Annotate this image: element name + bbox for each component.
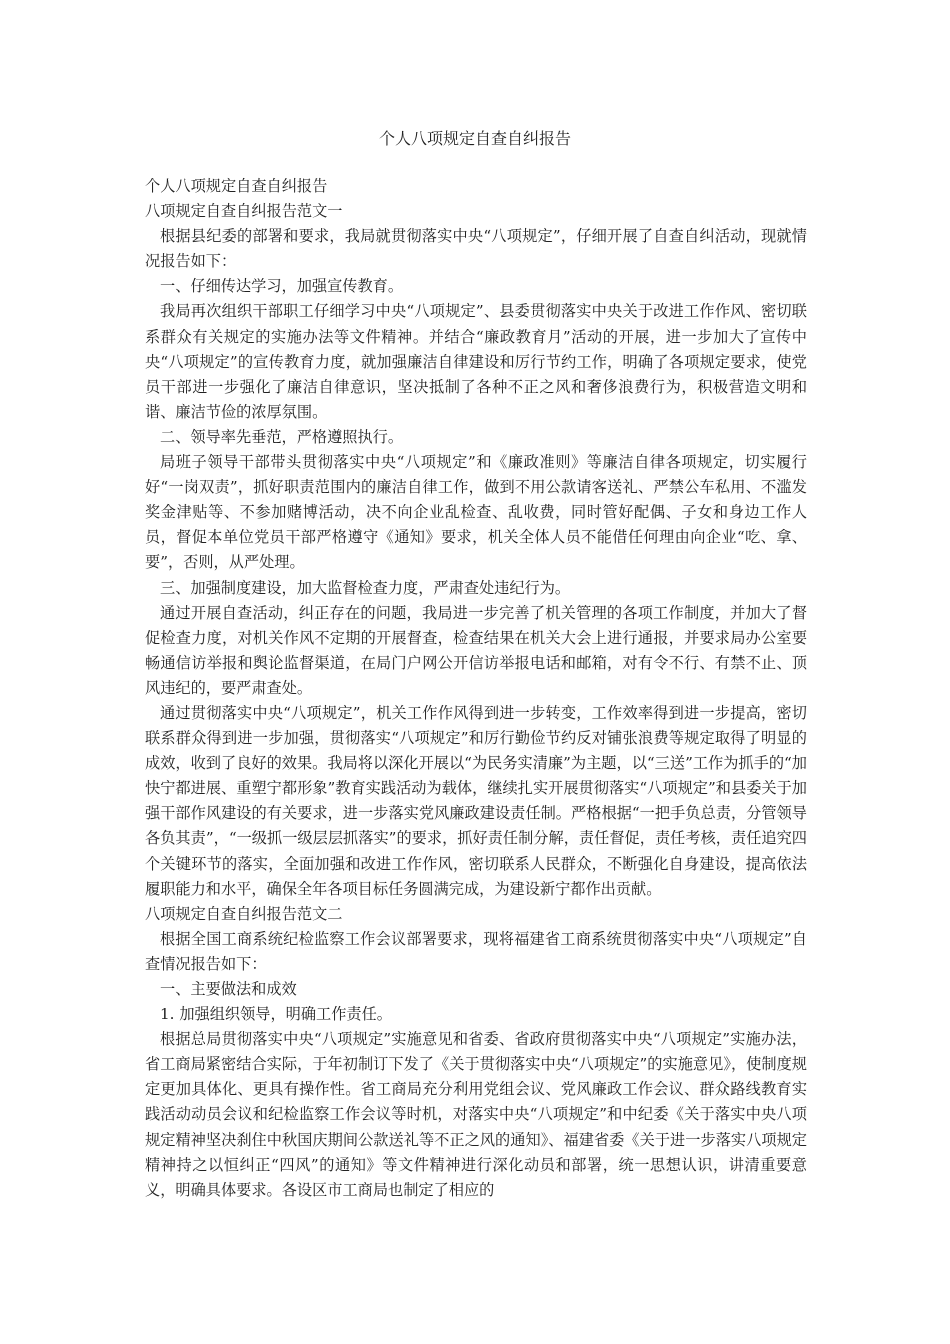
document-paragraph: 1. 加强组织领导，明确工作责任。 — [160, 1005, 392, 1024]
document-paragraph: 根据全国工商系统纪检监察工作会议部署要求，现将福建省工商系统贯彻落实中央“八项规定”自查情况报告如下： — [145, 929, 807, 973]
document-body — [145, 174, 807, 1203]
document-title: 个人八项规定自查自纠报告 — [378, 129, 571, 148]
document-paragraph: 根据县纪委的部署和要求，我局就贯彻落实中央“八项规定”，仔细开展了自查自纠活动，现就情况报告如下： — [145, 227, 807, 271]
document-paragraph: 八项规定自查自纠报告范文一 — [145, 202, 343, 221]
document-paragraph: 三、加强制度建设，加大监督检查力度，严肃查处违纪行为。 — [160, 578, 571, 597]
document-paragraph: 八项规定自查自纠报告范文二 — [145, 904, 343, 923]
document-paragraph: 一、仔细传达学习，加强宣传教育。 — [160, 277, 403, 296]
document-paragraph: 一、主要做法和成效 — [160, 980, 297, 998]
document-paragraph: 个人八项规定自查自纠报告 — [145, 177, 328, 195]
document-paragraph: 二、领导率先垂范，严格遵照执行。 — [160, 427, 403, 446]
document-paragraph: 根据总局贯彻落实中央“八项规定”实施意见和省委、省政府贯彻落实中央“八项规定”实施办法，省工商局紧密结合实际，于年初制订下发了《关于贯彻落实中央“八项规定”的实施意见》，使制度规定更加具体化、更具有操作性。省工商局充分利用党组会议、党风廉政工作会议、群众路线教育实践活动动员会议和纪检监察工作会议等时机，对落实中央“八项规定”和中纪委《关于落实中央八项规定精神坚决刹住中秋国庆期间公款送礼等不正之风的通知》、福建省委《关于进一步落实八项规定精神持之以恒纠正“四风”的通知》等文件精神进行深化动员和部署，统一思想认识，讲清重要意义，明确具体要求。各设区市工商局也制定了相应的 — [145, 1030, 807, 1199]
document-paragraph: 局班子领导干部带头贯彻落实中央“八项规定”和《廉政准则》等廉洁自律各项规定，切实履行好“一岗双责”，抓好职责范围内的廉洁自律工作，做到不用公款请客送礼、严禁公车私用、不滥发奖金津贴等、不参加赌博活动，决不向企业乱检查、乱收费，同时管好配偶、子女和身边工作人员，督促本单位党员干部严格遵守《通知》要求，机关全体人员不能借任何理由向企业“吃、拿、要”，否则，从严处理。 — [145, 453, 807, 572]
document-paragraph: 通过贯彻落实中央“八项规定”，机关工作作风得到进一步转变，工作效率得到进一步提高，密切联系群众得到进一步加强，贯彻落实“八项规定”和厉行勤俭节约反对铺张浪费等规定取得了明显的成效，收到了良好的效果。我局将以深化开展以“为民务实清廉”为主题，以“三送”工作为抓手的“加快宁都进展、重塑宁都形象”教育实践活动为载体，继续扎实开展贯彻落实“八项规定”和县委关于加强干部作风建设的有关要求，进一步落实党风廉政建设责任制。严格根据“一把手负总责，分管领导各负其责”，“一级抓一级层层抓落实”的要求，抓好责任制分解，责任督促，责任考核，责任追究四个关键环节的落实，全面加强和改进工作作风，密切联系人民群众，不断强化自身建设，提高依法履职能力和水平，确保全年各项目标任务圆满完成，为建设新宁都作出贡献。 — [145, 703, 807, 898]
document-paragraph: 通过开展自查活动，纠正存在的问题，我局进一步完善了机关管理的各项工作制度，并加大了督促检查力度，对机关作风不定期的开展督查，检查结果在机关大会上进行通报，并要求局办公室要畅通信访举报和舆论监督渠道，在局门户网公开信访举报电话和邮箱，对有令不行、有禁不止、顶风违纪的，要严肃查处。 — [145, 603, 807, 697]
document-paragraph: 我局再次组织干部职工仔细学习中央“八项规定”、县委贯彻落实中央关于改进工作作风、密切联系群众有关规定的实施办法等文件精神。并结合“廉政教育月”活动的开展，进一步加大了宣传中央“八项规定”的宣传教育力度，就加强廉洁自律建设和厉行节约工作，明确了各项规定要求，使党员干部进一步强化了廉洁自律意识，坚决抵制了各种不正之风和奢侈浪费行为，积极营造文明和谐、廉洁节俭的浓厚氛围。 — [145, 302, 807, 421]
